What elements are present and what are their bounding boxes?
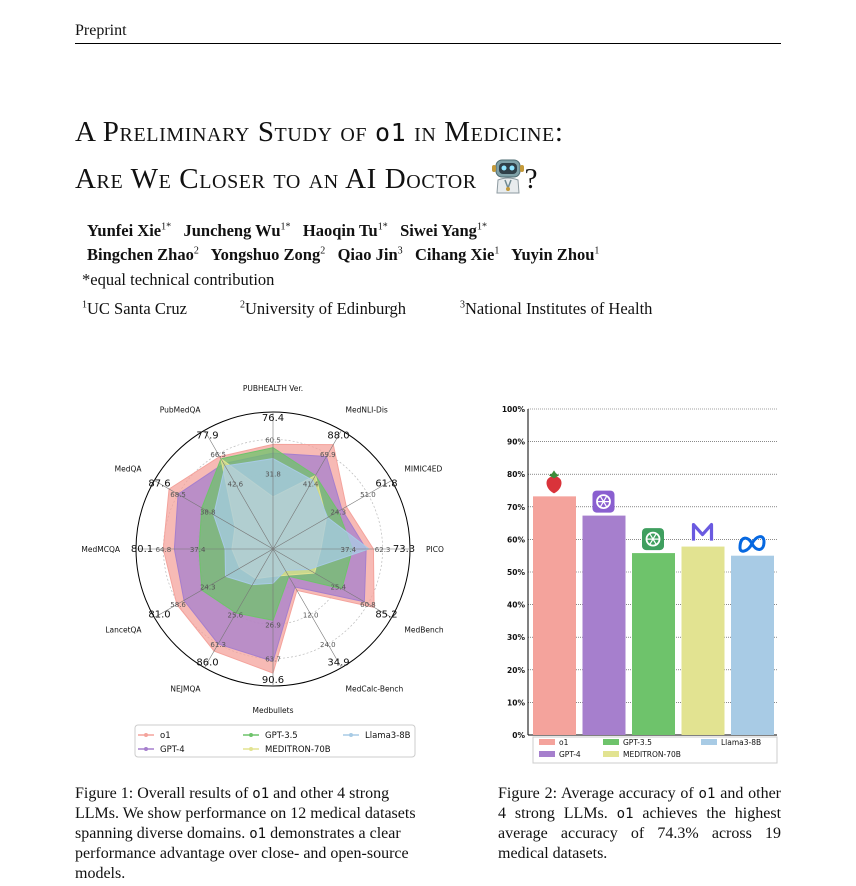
- affiliation-mark: 1: [82, 299, 87, 311]
- equal-contribution-note: [82, 270, 274, 290]
- legend-swatch: [603, 739, 619, 745]
- meditron-m-shape: [694, 525, 712, 541]
- radar-value-label: 62.3: [374, 546, 391, 554]
- author-mark: 3: [397, 245, 403, 257]
- openai-logo-icon: [642, 528, 664, 550]
- affiliation-1: [82, 299, 187, 319]
- legend-swatch: [539, 739, 555, 745]
- radar-axis-label: PUBHEALTH Ver.: [242, 384, 304, 393]
- radar-value-label: 73.3: [392, 544, 416, 555]
- openai-logo-icon: [593, 491, 615, 513]
- title-prefix: A Preliminary Study of: [75, 116, 375, 148]
- legend-marker: [144, 733, 148, 737]
- radar-value-label: 51.0: [360, 491, 376, 500]
- radar-value-label: 77.9: [196, 430, 219, 442]
- equal-note-text: equal technical contribution: [90, 270, 275, 289]
- radar-value-label: 63.7: [265, 655, 281, 664]
- radar-axis-label: MIMIC4ED: [404, 464, 443, 474]
- radar-value-label: 37.4: [340, 546, 357, 554]
- radar-value-label: 38.8: [199, 508, 216, 517]
- radar-axis-label: MedMCQA: [81, 545, 120, 554]
- author-name: Yuyin Zhou: [511, 245, 595, 264]
- paper-title-line-1: [75, 116, 564, 149]
- caption-text: and other 4 strong LLMs.: [498, 785, 781, 822]
- caption-text: Figure 1: Overall results of: [75, 785, 253, 802]
- radar-axis-label: Medbullets: [252, 706, 294, 715]
- affiliation-mark: 2: [240, 299, 245, 311]
- author-row-1: [87, 221, 487, 241]
- radar-value-label: 25.6: [227, 611, 244, 620]
- bar-ytick-label: 10%: [507, 698, 525, 708]
- author-mark: 1*: [161, 221, 172, 233]
- legend-label: o1: [559, 738, 569, 747]
- bar-ytick-label: 100%: [501, 405, 525, 414]
- header-rule: [75, 43, 781, 44]
- author-name: Haoqin Tu: [302, 221, 378, 240]
- radar-value-label: 41.4: [302, 480, 319, 489]
- legend-label: GPT-4: [160, 745, 185, 755]
- radar-value-label: 66.5: [210, 451, 226, 460]
- radar-value-label: 24.0: [320, 640, 336, 649]
- radar-axis-label: NEJMQA: [170, 684, 201, 694]
- radar-axis-label: MedCalc-Bench: [345, 684, 404, 694]
- radar-value-label: 24.3: [199, 583, 216, 592]
- affiliation-name: University of Edinburgh: [245, 299, 407, 318]
- author-name: Siwei Yang: [400, 221, 477, 240]
- bar-ytick-label: 60%: [507, 535, 525, 545]
- author-mark: 1*: [377, 221, 388, 233]
- figure-2-caption: [498, 784, 781, 864]
- radar-axis-label: LancetQA: [105, 625, 142, 635]
- radar-value-label: 68.5: [170, 491, 186, 500]
- radar-axis-label: PubMedQA: [159, 405, 201, 415]
- legend-label: o1: [160, 731, 171, 741]
- legend-marker: [249, 733, 253, 737]
- radar-value-label: 31.8: [265, 470, 281, 479]
- radar-value-label: 80.1: [130, 544, 154, 555]
- legend-swatch: [603, 751, 619, 757]
- author-mark: 1: [494, 245, 500, 257]
- radar-value-label: 26.9: [265, 621, 281, 630]
- legend-label: Llama3-8B: [365, 731, 411, 741]
- legend-marker: [144, 747, 148, 751]
- bar-gpt-3-5: [632, 553, 675, 735]
- robot-doctor-icon: [491, 156, 525, 194]
- author-name: Yongshuo Zong: [210, 245, 321, 264]
- author-mark: 1: [594, 245, 600, 257]
- bar-o1: [533, 496, 576, 735]
- radar-value-label: 60.5: [265, 436, 281, 445]
- radar-value-label: 85.2: [375, 609, 398, 621]
- radar-value-label: 64.8: [155, 546, 172, 554]
- bar-ytick-label: 0%: [512, 731, 525, 740]
- radar-value-label: 42.6: [227, 480, 244, 489]
- title-model: o1: [374, 118, 407, 147]
- radar-value-label: 61.8: [375, 478, 398, 490]
- radar-value-label: 69.9: [320, 451, 336, 460]
- equal-mark: *: [82, 270, 91, 289]
- legend-label: GPT-4: [559, 750, 581, 759]
- bar-legend: [533, 737, 777, 763]
- radar-value-label: 25.4: [330, 583, 347, 592]
- radar-value-label: 37.4: [189, 546, 206, 554]
- legend-label: GPT-3.5: [623, 738, 652, 747]
- meditron-logo-icon: [694, 525, 712, 541]
- bar-ytick-label: 80%: [507, 470, 525, 480]
- caption-text: and other 4 strong LLMs. We show performance on 12 medical datasets spanning diverse domains.: [75, 785, 416, 842]
- radar-value-label: 60.8: [360, 600, 376, 609]
- radar-value-label: 86.0: [196, 657, 219, 669]
- caption-text: demonstrates a clear performance advantage over close- and open-source models.: [75, 825, 409, 882]
- strawberry-body: [547, 476, 562, 493]
- bar-gpt-4: [583, 516, 626, 735]
- caption-model: o1: [616, 806, 634, 822]
- legend-label: GPT-3.5: [265, 731, 298, 741]
- radar-chart: [80, 375, 480, 760]
- bar-chart: [495, 395, 785, 767]
- legend-marker: [249, 747, 253, 751]
- strawberry-icon: [547, 470, 562, 493]
- meta-infinity-shape: [740, 537, 764, 552]
- radar-value-label: 88.0: [327, 430, 350, 442]
- caption-text: achieves the highest average accuracy of 74.3% across 19 medical datasets.: [498, 805, 782, 862]
- radar-value-label: 87.6: [148, 478, 171, 490]
- radar-value-label: 12.0: [302, 611, 319, 620]
- bar-ytick-label: 30%: [507, 633, 525, 643]
- running-header: Preprint: [75, 22, 127, 39]
- legend-label: Llama3-8B: [721, 738, 762, 747]
- title-line2: Are We Closer to an AI Doctor: [75, 163, 477, 195]
- radar-value-label: 34.9: [327, 657, 350, 669]
- radar-value-label: 90.6: [261, 675, 285, 686]
- radar-axis-label: MedBench: [404, 625, 444, 635]
- bar-ytick-label: 50%: [507, 568, 525, 577]
- affiliation-name: National Institutes of Health: [465, 299, 653, 318]
- figure-1-caption: [75, 784, 425, 884]
- affiliation-mark: 3: [460, 299, 465, 311]
- title-question-mark: ?: [524, 163, 539, 195]
- paper-title-line-2: [75, 156, 538, 196]
- caption-text: Figure 2: Average accuracy of: [498, 785, 699, 802]
- affiliation-2: [240, 299, 406, 319]
- radar-value-label: 58.6: [170, 600, 186, 609]
- legend-label: MEDITRON-70B: [265, 745, 331, 755]
- radar-value-label: 61.3: [210, 640, 226, 649]
- author-mark: 1*: [476, 221, 487, 233]
- author-mark: 2: [320, 245, 326, 257]
- bar-ytick-label: 20%: [507, 665, 525, 675]
- bar-ytick-label: 70%: [507, 502, 525, 512]
- radar-axis-label: PICO: [426, 545, 444, 554]
- author-mark: 1*: [280, 221, 291, 233]
- author-row-2: [87, 245, 599, 265]
- radar-value-label: 81.0: [148, 609, 171, 621]
- bar-llama3-8b: [731, 556, 774, 735]
- caption-model: o1: [252, 786, 270, 802]
- bar-meditron-70b: [682, 547, 725, 735]
- radar-value-label: 76.4: [261, 413, 285, 424]
- radar-axis-label: MedNLI-Dis: [345, 405, 388, 415]
- caption-model: o1: [249, 826, 267, 842]
- legend-swatch: [539, 751, 555, 757]
- author-name: Bingchen Zhao: [87, 245, 194, 264]
- affiliation-3: [460, 299, 652, 319]
- affiliation-name: UC Santa Cruz: [87, 299, 187, 318]
- caption-model: o1: [698, 786, 716, 802]
- radar-legend: [135, 725, 415, 757]
- author-name: Yunfei Xie: [87, 221, 162, 240]
- legend-label: MEDITRON-70B: [623, 750, 681, 759]
- legend-marker: [349, 733, 353, 737]
- bar-ytick-label: 40%: [507, 600, 525, 610]
- legend-swatch: [701, 739, 717, 745]
- author-mark: 2: [193, 245, 199, 257]
- title-suffix: in Medicine:: [406, 116, 564, 148]
- author-name: Qiao Jin: [337, 245, 398, 264]
- bar-ytick-label: 90%: [507, 437, 525, 447]
- radar-axis-label: MedQA: [114, 464, 142, 474]
- meta-logo-icon: [740, 537, 764, 552]
- author-name: Juncheng Wu: [183, 221, 281, 240]
- radar-value-label: 24.3: [330, 508, 347, 517]
- author-name: Cihang Xie: [415, 245, 495, 264]
